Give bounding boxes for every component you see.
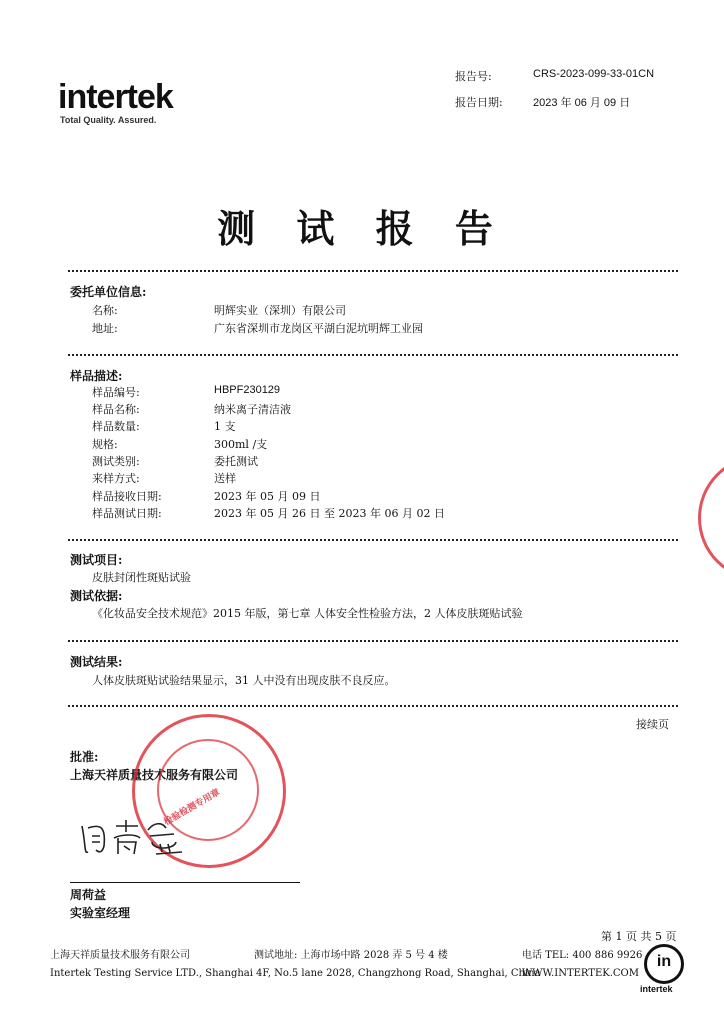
seal-inner-text: 检验检测专用章 [161,786,222,828]
sample-row-label: 来样方式: [92,472,140,485]
page-number: 第 1 页 共 5 页 [601,930,677,943]
sample-row-label: 样品数量: [92,420,140,433]
client-address: 广东省深圳市龙岗区平湖白泥坑明辉工业园 [214,322,423,335]
test-basis: 《化妆品安全技术规范》2015 年版，第七章 人体安全性检验方法，2 人体皮肤斑贴试验 [92,607,523,620]
sample-heading: 样品描述: [70,369,123,383]
handwritten-signature [78,816,188,860]
footer-company-cn: 上海天祥质量技术服务有限公司 [50,950,190,961]
intertek-logo: intertek [58,78,173,116]
side-seal-stamp [698,455,724,581]
sample-row-value: 1 支 [214,420,236,433]
sample-row-value: 送样 [214,472,236,485]
signature-line [70,882,300,883]
footer-address-en: 4F, No.5 lane 2028, Changzhong Road, Shanghai, China [256,968,541,979]
report-date-label: 报告日期: [455,96,503,109]
sample-row-label: 测试类别: [92,455,140,468]
sample-row-value: 2023 年 05 月 26 日 至 2023 年 06 月 02 日 [214,507,445,520]
sample-row-value: 300ml /支 [214,438,268,451]
sample-row-value: HBPF230129 [214,384,281,396]
approver-name: 周荷益 [70,888,107,902]
test-item: 皮肤封闭性斑贴试验 [92,571,191,584]
footer-company-en: Intertek Testing Service LTD., Shanghai [50,968,253,979]
logo-tagline: Total Quality. Assured. [60,115,157,125]
test-item-heading: 测试项目: [70,553,123,567]
report-no-label: 报告号: [455,70,492,83]
test-result: 人体皮肤斑贴试验结果显示，31 人中没有出现皮肤不良反应。 [92,674,396,687]
footer-web: WWW.INTERTEK.COM [522,968,639,979]
approver-title: 实验室经理 [70,906,131,920]
sample-row-value: 2023 年 05 月 09 日 [214,490,321,503]
sample-row-value: 委托测试 [214,455,258,468]
divider [68,539,680,541]
footer-address-cn: 测试地址: 上海市场中路 2028 弄 5 号 4 楼 [254,950,448,961]
sample-row-label: 样品接收日期: [92,490,162,503]
intertek-mark-text: intertek [640,984,673,994]
sample-row-label: 规格: [92,438,118,451]
sample-row-label: 样品测试日期: [92,507,162,520]
approval-heading: 批准: [70,750,99,764]
divider [68,640,680,642]
page-title: 测 试 报 告 [217,206,507,251]
sample-row-value: 纳米离子清洁液 [214,403,291,416]
sample-row-label: 样品名称: [92,403,140,416]
client-address-label: 地址: [92,322,118,335]
divider [68,705,680,707]
client-name: 明辉实业（深圳）有限公司 [214,304,346,317]
continued-label: 接续页 [636,718,669,731]
footer-tel: 电话 TEL: 400 886 9926 [522,950,643,961]
divider [68,270,680,272]
sample-row-label: 样品编号: [92,386,140,399]
divider [68,354,680,356]
client-heading: 委托单位信息: [70,285,147,299]
test-result-heading: 测试结果: [70,655,123,669]
report-no: CRS-2023-099-33-01CN [533,68,655,80]
approval-company: 上海天祥质量技术服务有限公司 [70,768,239,782]
client-name-label: 名称: [92,304,118,317]
intertek-mark-icon: in [644,944,684,984]
report-date: 2023 年 06 月 09 日 [533,97,631,109]
test-basis-heading: 测试依据: [70,589,123,603]
